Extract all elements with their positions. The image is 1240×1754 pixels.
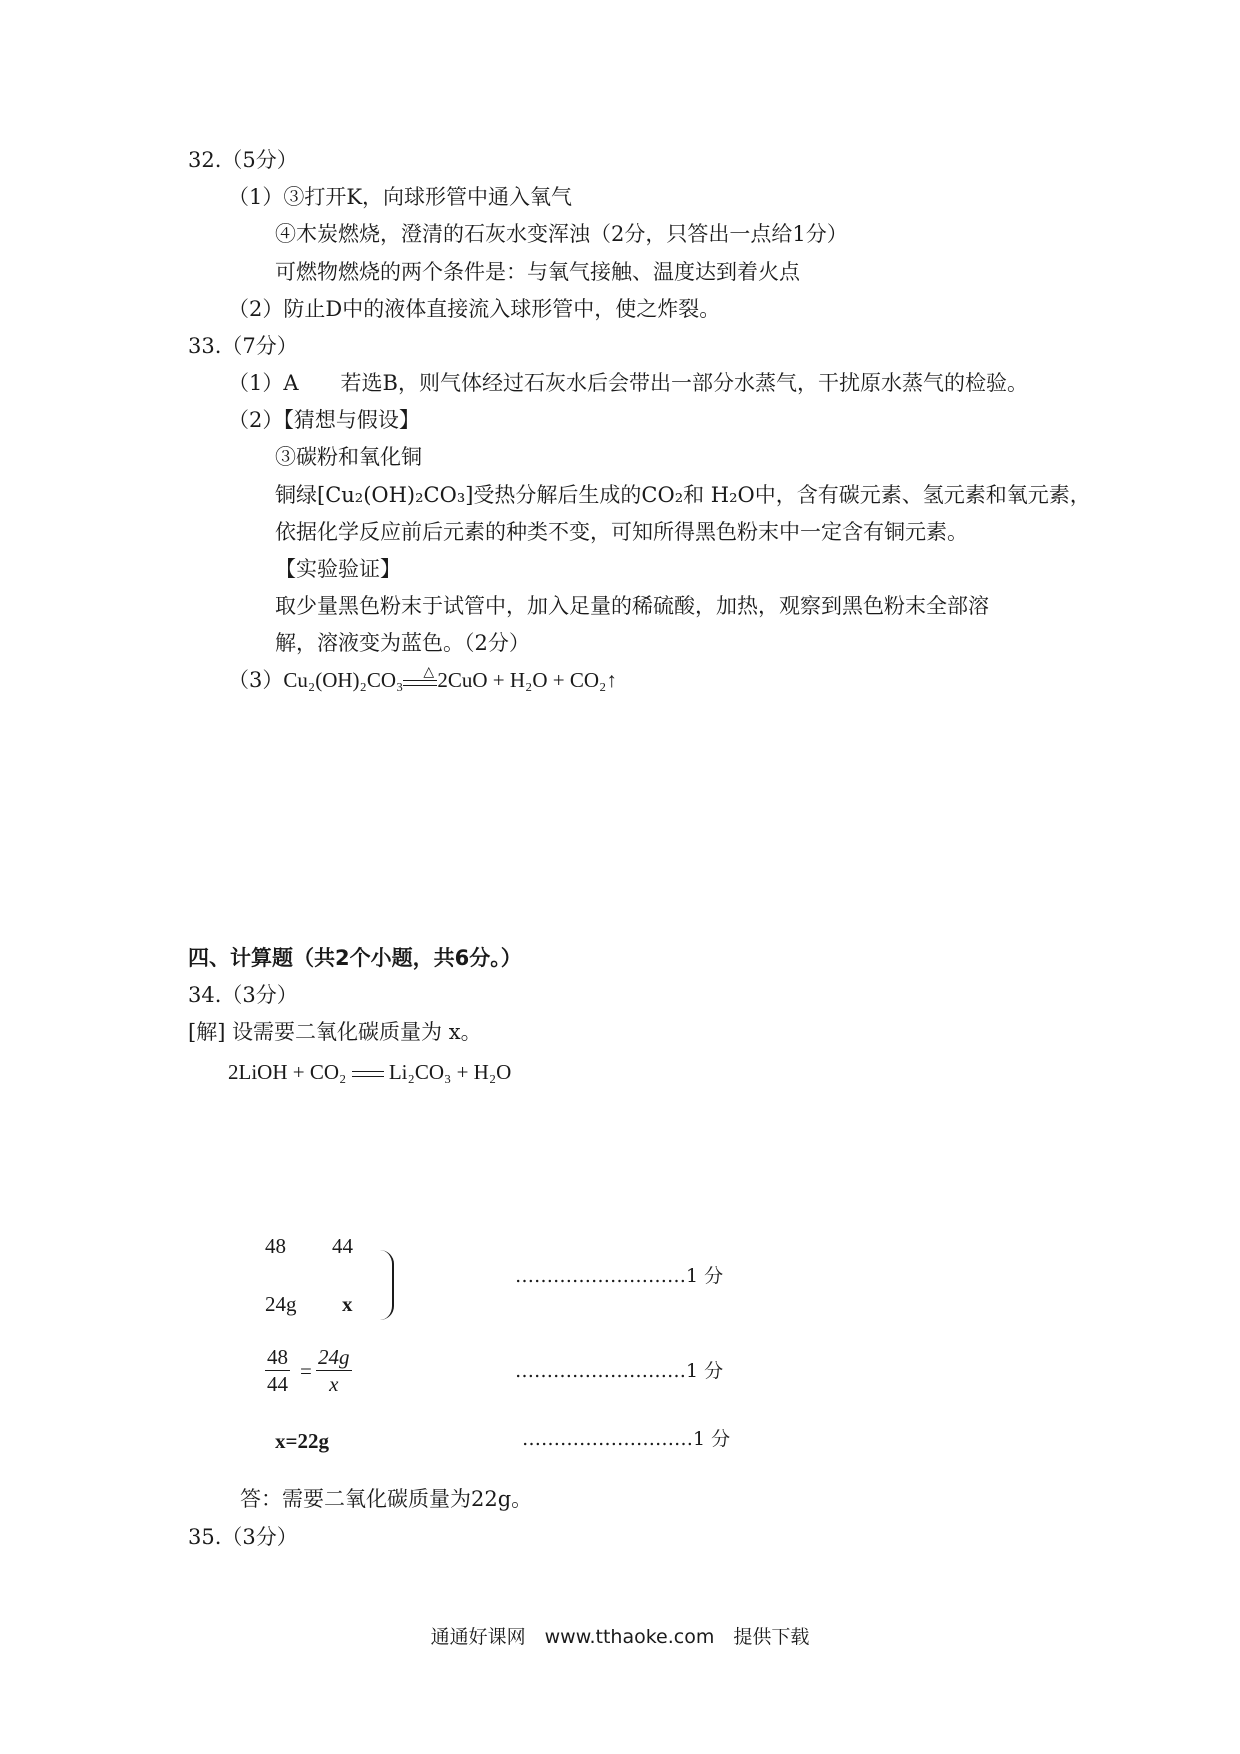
q33-line4: 铜绿[Cu₂(OH)₂CO₃]受热分解后生成的CO₂和 H₂O中，含有碳元素、氢元素和氧元素， [275,483,1091,507]
reaction-arrow [403,663,437,692]
fraction-denominator: x [329,1372,339,1396]
score-1: ………………………1 分 [515,1265,724,1287]
q33-equation-rhs: 2CuO + H₂O + CO₂↑ [437,668,617,692]
q32-line3: 可燃物燃烧的两个条件是：与氧气接触、温度达到着火点 [275,260,800,284]
fraction-numerator: 48 [267,1345,288,1369]
q33-line7: 取少量黑色粉末于试管中，加入足量的稀硫酸，加热，观察到黑色粉末全部溶 [275,594,989,618]
fraction-denominator: 44 [267,1372,288,1396]
q33-line6: 【实验验证】 [275,557,401,581]
q33-equation-lhs: Cu₂(OH)₂CO₃ [283,668,404,692]
q35-header: 35.（3分） [188,1525,298,1549]
q33-line5: 依据化学反应前后元素的种类不变，可知所得黑色粉末中一定含有铜元素。 [275,520,968,544]
q34-answer: 答：需要二氧化碳质量为22g。 [240,1487,533,1511]
ratio-row1-b: 44 [332,1234,353,1258]
q32-header: 32.（5分） [188,148,298,172]
q32-line2: ④木炭燃烧，澄清的石灰水变浑浊（2分，只答出一点给1分） [275,222,848,246]
q32-line1: （1）③打开K，向球形管中通入氧气 [228,185,573,209]
q33-line3: ③碳粉和氧化铜 [275,445,422,469]
q34-header: 34.（3分） [188,983,298,1007]
q34-equation-rhs: Li₂CO₃ + H₂O [388,1060,512,1084]
ratio-row2-b: x [342,1292,353,1316]
right-brace [380,1250,394,1320]
fraction-24g-x [316,1344,352,1397]
section4-title: 四、计算题（共2个小题，共6分。） [188,946,522,970]
equation-equals-sign [352,1064,384,1084]
result: x=22g [275,1429,329,1453]
ratio-row2-a: 24g [265,1292,297,1316]
q33-header: 33.（7分） [188,334,298,358]
q34-equation-lhs: 2LiOH + CO₂ [228,1060,347,1084]
q34-solve: [解] 设需要二氧化碳质量为 x。 [188,1020,482,1044]
q33-line8: 解，溶液变为蓝色。（2分） [275,631,530,655]
score-2: ………………………1 分 [515,1360,724,1382]
q32-line4: （2）防止D中的液体直接流入球形管中，使之炸裂。 [228,297,721,321]
q34-equation [228,1058,511,1086]
ratio-row1-a: 48 [265,1234,286,1258]
fraction-48-44 [265,1344,290,1397]
equals-sign: = [300,1359,312,1383]
page-footer: 通通好课网 www.tthaoke.com 提供下载 [430,1626,810,1648]
q33-line2: （2）【猜想与假设】 [228,408,420,432]
q33-line9 [228,663,617,694]
score-3: ………………………1 分 [522,1428,731,1450]
q33-line1: （1）A 若选B，则气体经过石灰水后会带出一部分水蒸气，干扰原水蒸气的检验。 [228,371,1028,395]
heat-condition-symbol: △ [423,663,435,680]
q33-line9-prefix: （3） [228,668,284,692]
fraction-numerator: 24g [318,1345,350,1369]
